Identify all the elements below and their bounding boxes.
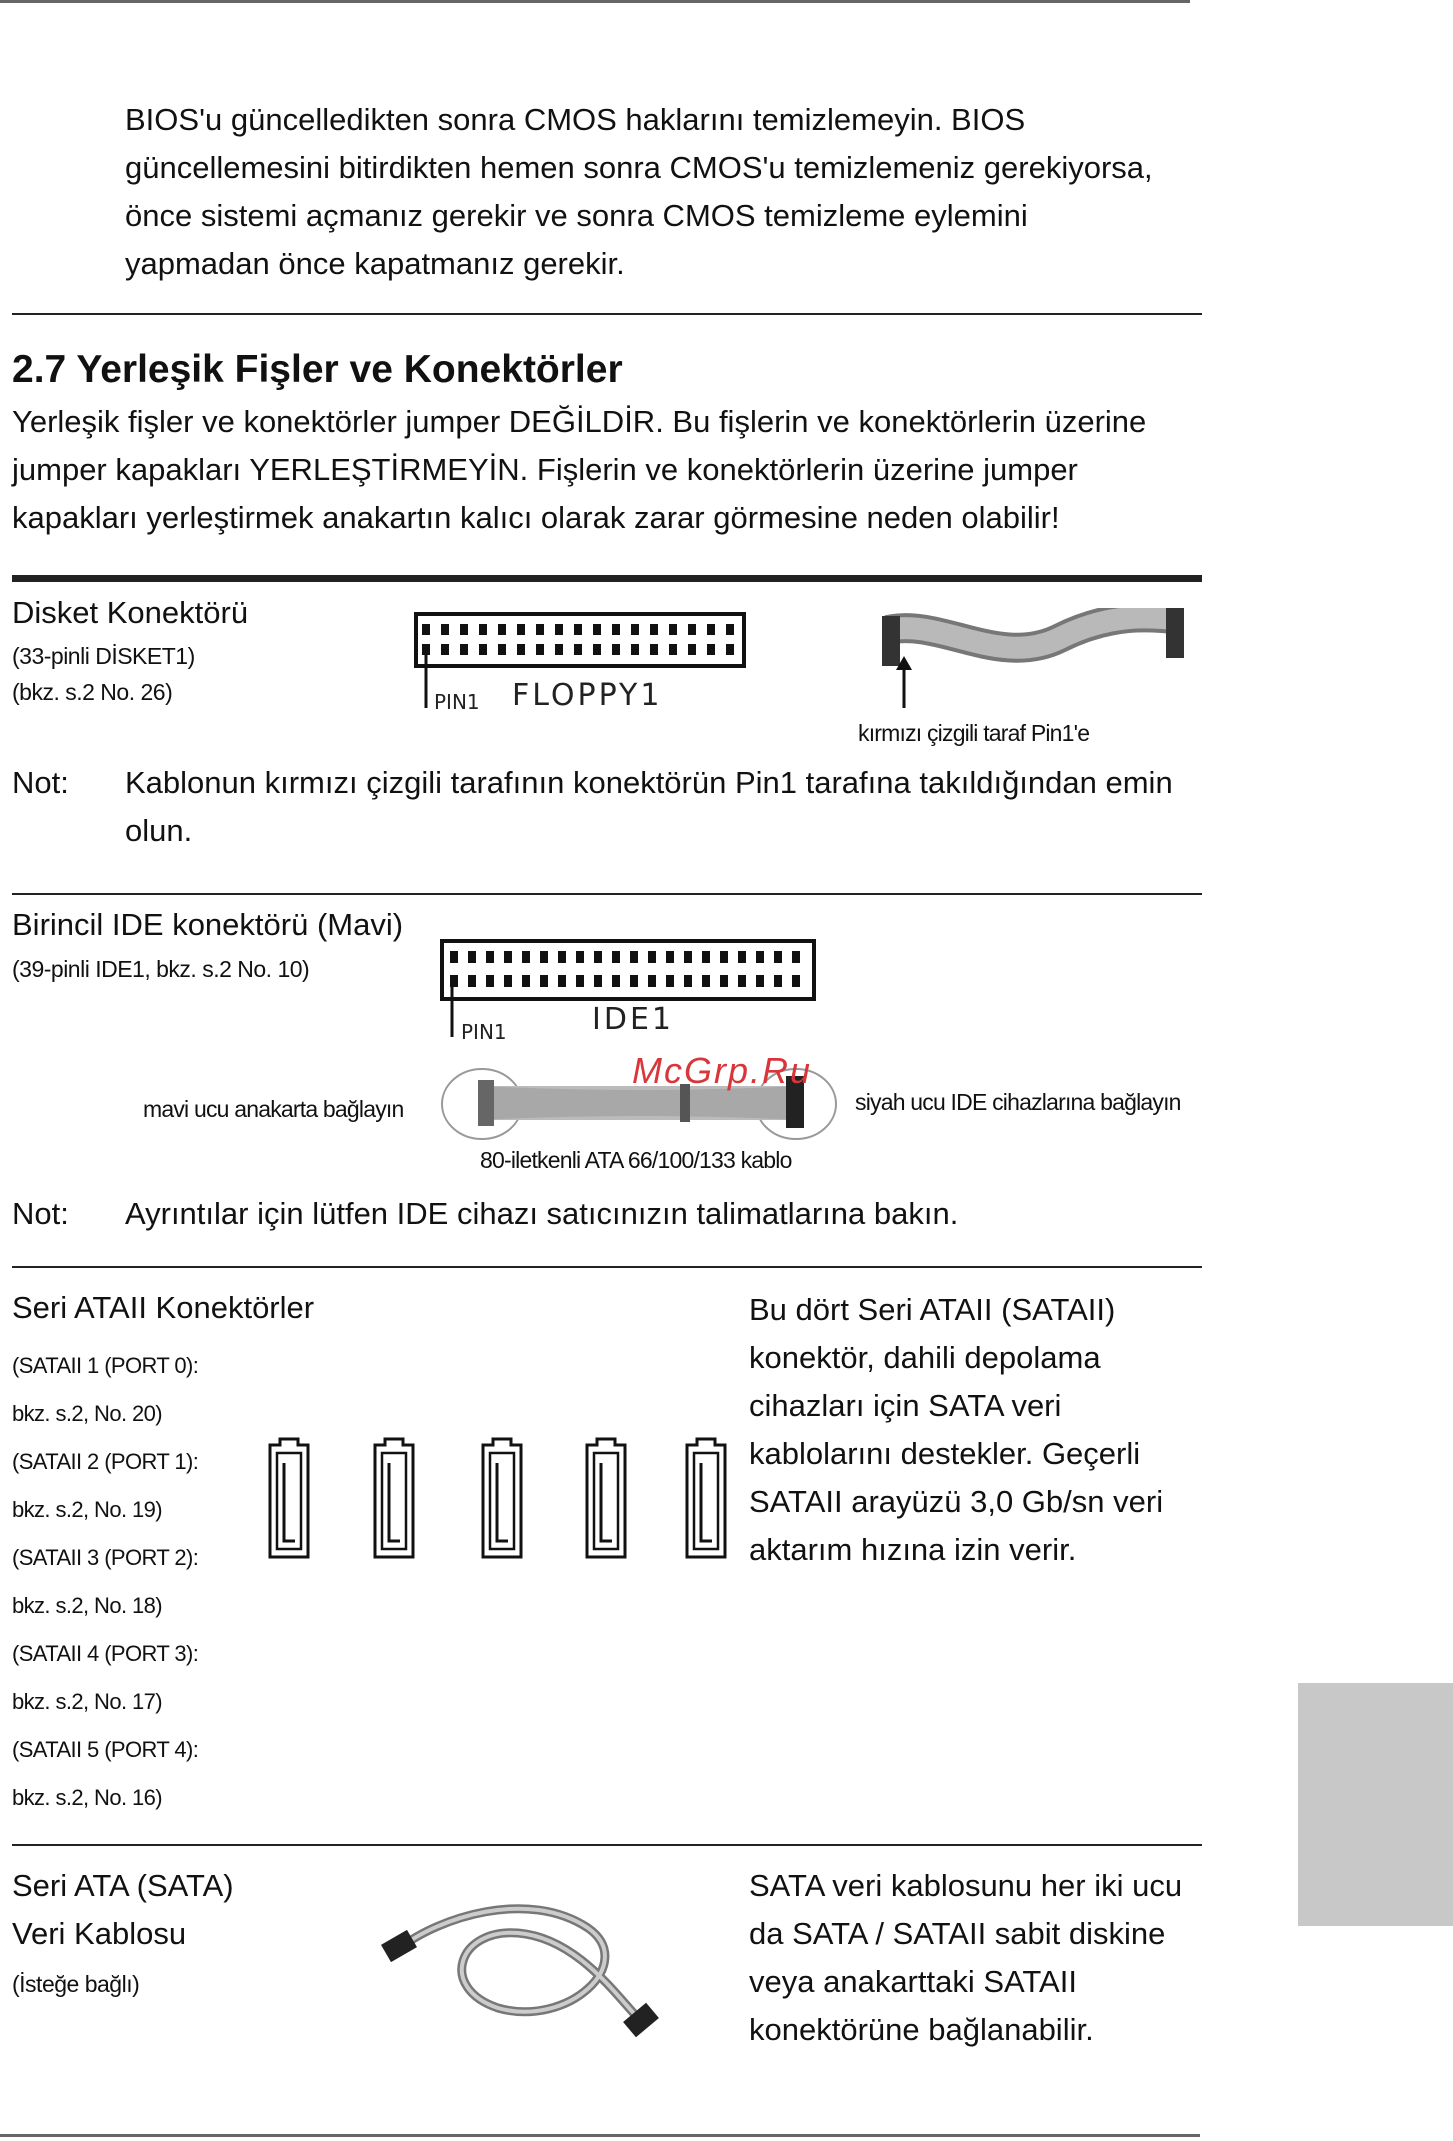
bottom-rule bbox=[0, 2134, 1200, 2137]
sata-cable-desc-line: veya anakarttaki SATAII bbox=[749, 1964, 1077, 1999]
sata-cable-desc-line: da SATA / SATAII sabit diskine bbox=[749, 1916, 1166, 1951]
ide-left-caption: mavi ucu anakarta bağlayın bbox=[143, 1096, 404, 1122]
ide-right-caption: siyah ucu IDE cihazlarına bağlayın bbox=[855, 1089, 1181, 1115]
intro-paragraph bbox=[125, 96, 1153, 288]
sata-port-line: (SATAII 2 (PORT 1): bbox=[12, 1449, 199, 1474]
floppy-note bbox=[125, 759, 1173, 855]
sata-cable-title-line: Seri ATA (SATA) bbox=[12, 1868, 234, 1903]
divider bbox=[12, 1844, 1202, 1846]
sata-port-list bbox=[12, 1342, 198, 1822]
intro-line: güncellemesini bitirdikten hemen sonra CMOS'u temizlemeniz gerekiyorsa, bbox=[125, 150, 1153, 185]
sata-port-line: bkz. s.2, No. 17) bbox=[12, 1689, 162, 1714]
sata-desc-line: cihazları için SATA veri bbox=[749, 1388, 1062, 1423]
divider bbox=[12, 313, 1202, 315]
intro-line: BIOS'u güncelledikten sonra CMOS haklarını temizlemeyin. BIOS bbox=[125, 102, 1026, 137]
section-line: kapakları yerleştirmek anakartın kalıcı olarak zarar görmesine neden olabilir! bbox=[12, 500, 1060, 535]
floppy-pins: (33-pinli DİSKET1) bbox=[12, 643, 195, 669]
thick-divider bbox=[12, 575, 1202, 582]
sata-port-icon bbox=[268, 1437, 310, 1559]
floppy-note-line: olun. bbox=[125, 813, 193, 848]
sata-description bbox=[749, 1286, 1163, 1574]
sata-cable-title bbox=[12, 1862, 234, 1958]
sata-desc-line: kablolarını destekler. Geçerli bbox=[749, 1436, 1141, 1471]
sata-port-icon bbox=[585, 1437, 627, 1559]
sata-port-line: (SATAII 5 (PORT 4): bbox=[12, 1737, 199, 1762]
sata-cable-desc-line: konektörüne bağlanabilir. bbox=[749, 2012, 1094, 2047]
sata-cable-title-line: Veri Kablosu bbox=[12, 1916, 187, 1951]
ide-title: Birincil IDE konektörü (Mavi) bbox=[12, 907, 404, 942]
floppy-title: Disket Konektörü bbox=[12, 595, 249, 630]
divider bbox=[12, 893, 1202, 895]
floppy-chip-label: FLOPPY1 bbox=[512, 678, 663, 713]
sata-port-line: bkz. s.2, No. 16) bbox=[12, 1785, 162, 1810]
sata-title: Seri ATAII Konektörler bbox=[12, 1290, 315, 1325]
sata-desc-line: SATAII arayüzü 3,0 Gb/sn veri bbox=[749, 1484, 1164, 1519]
sata-port-icon bbox=[373, 1437, 415, 1559]
divider bbox=[12, 1266, 1202, 1268]
sata-port-icon bbox=[685, 1437, 727, 1559]
side-tab bbox=[1298, 1683, 1453, 1926]
sata-port-line: (SATAII 1 (PORT 0): bbox=[12, 1353, 199, 1378]
top-rule bbox=[0, 0, 1190, 3]
section-line: Yerleşik fişler ve konektörler jumper DEĞİLDİR. Bu fişlerin ve konektörlerin üzerine bbox=[12, 404, 1147, 439]
sata-port-line: bkz. s.2, No. 20) bbox=[12, 1401, 162, 1426]
floppy-note-line: Kablonun kırmızı çizgili tarafının konektörün Pin1 tarafına takıldığından emin bbox=[125, 765, 1173, 800]
ide-note-label: Not: bbox=[12, 1196, 69, 1231]
sata-port-line: bkz. s.2, No. 19) bbox=[12, 1497, 162, 1522]
sata-cable-description bbox=[749, 1862, 1182, 2054]
watermark: McGrp.Ru bbox=[632, 1050, 813, 1091]
section-title: 2.7 Yerleşik Fişler ve Konektörler bbox=[12, 348, 623, 391]
sata-port-line: bkz. s.2, No. 18) bbox=[12, 1593, 162, 1618]
sata-port-line: (SATAII 4 (PORT 3): bbox=[12, 1641, 199, 1666]
sata-cable-optional: (İsteğe bağlı) bbox=[12, 1971, 140, 1997]
floppy-note-label: Not: bbox=[12, 765, 69, 800]
ide-ref: (39-pinli IDE1, bkz. s.2 No. 10) bbox=[12, 956, 310, 982]
ide-chip-label: IDE1 bbox=[592, 1002, 674, 1037]
sata-desc-line: Bu dört Seri ATAII (SATAII) bbox=[749, 1292, 1116, 1327]
floppy-ref: (bkz. s.2 No. 26) bbox=[12, 679, 173, 705]
floppy-pin1-label: PIN1 bbox=[434, 690, 480, 714]
sata-port-icon bbox=[481, 1437, 523, 1559]
section-line: jumper kapakları YERLEŞTİRMEYİN. Fişlerin ve konektörlerin üzerine jumper bbox=[12, 452, 1078, 487]
intro-line: yapmadan önce kapatmanız gerekir. bbox=[125, 246, 625, 281]
sata-cable-desc-line: SATA veri kablosunu her iki ucu bbox=[749, 1868, 1183, 1903]
intro-line: önce sistemi açmanız gerekir ve sonra CMOS temizleme eylemini bbox=[125, 198, 1028, 233]
ide-pin1-label: PIN1 bbox=[461, 1020, 507, 1044]
sata-desc-line: aktarım hızına izin verir. bbox=[749, 1532, 1077, 1567]
sata-desc-line: konektör, dahili depolama bbox=[749, 1340, 1101, 1375]
section-paragraph bbox=[12, 398, 1146, 542]
ide-note: Ayrıntılar için lütfen IDE cihazı satıcınızın talimatlarına bakın. bbox=[125, 1196, 959, 1231]
floppy-cable-caption: kırmızı çizgili taraf Pin1'e bbox=[858, 720, 1090, 746]
sata-port-line: (SATAII 3 (PORT 2): bbox=[12, 1545, 199, 1570]
ide-cable-caption: 80-iletkenli ATA 66/100/133 kablo bbox=[480, 1147, 792, 1173]
